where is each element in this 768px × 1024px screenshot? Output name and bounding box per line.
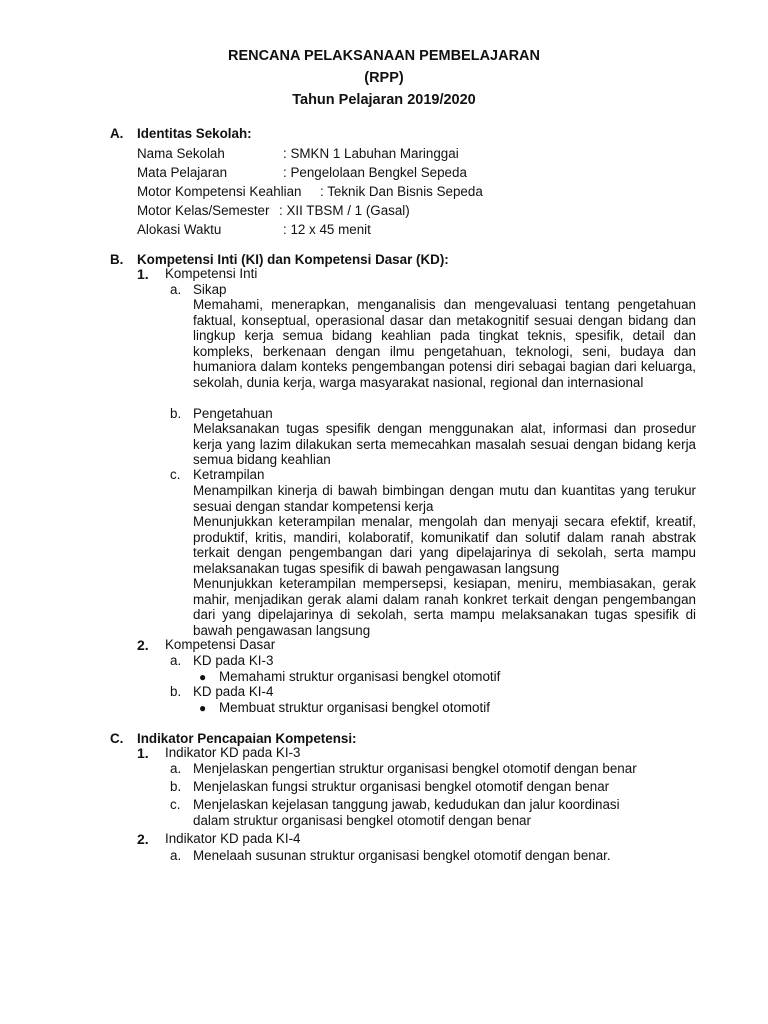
section-c-heading: Indikator Pencapaian Kompetensi: bbox=[137, 731, 357, 746]
list-letter: a. bbox=[170, 848, 182, 863]
sub-label: KD pada KI-3 bbox=[193, 653, 274, 668]
identity-value: : SMKN 1 Labuhan Maringgai bbox=[283, 146, 459, 161]
identity-label: Alokasi Waktu bbox=[137, 222, 222, 237]
indicator-text: Menjelaskan kejelasan tanggung jawab, kedudukan dan jalur koordinasi bbox=[193, 797, 620, 812]
list-letter: a. bbox=[170, 761, 182, 776]
list-letter: b. bbox=[170, 406, 182, 421]
subheading: Indikator KD pada KI-3 bbox=[165, 745, 301, 760]
section-b-letter: B. bbox=[110, 252, 124, 267]
paragraph: Menunjukkan keterampilan menalar, mengolah dan menyaji secara efektif, kreatif, produktif, kritis, mandiri, kolaboratif, komunikatif dan solutif dalam ranah abstrak terkait dengan pengembangan dari yang dipelajarinya di sekolah, serta mampu melaksanakan tugas spesifik di bawah pengawasan langsung bbox=[193, 514, 696, 576]
bullet-text: Membuat struktur organisasi bengkel otomotif bbox=[219, 700, 490, 715]
sub-label: Ketrampilan bbox=[193, 467, 265, 482]
identity-value: : XII TBSM / 1 (Gasal) bbox=[279, 203, 410, 218]
doc-subtitle: (RPP) bbox=[364, 70, 404, 86]
indicator-text: Menjelaskan fungsi struktur organisasi bengkel otomotif dengan benar bbox=[193, 779, 610, 794]
sub-label: Sikap bbox=[193, 282, 227, 297]
list-number: 2. bbox=[137, 831, 149, 847]
section-b-heading: Kompetensi Inti (KI) dan Kompetensi Dasar (KD): bbox=[137, 252, 449, 267]
bullet-text: Memahami struktur organisasi bengkel otomotif bbox=[219, 669, 501, 684]
bullet-icon: ● bbox=[199, 670, 207, 684]
section-a-letter: A. bbox=[110, 126, 124, 141]
list-letter: a. bbox=[170, 282, 182, 297]
list-number: 1. bbox=[137, 745, 149, 761]
list-letter: b. bbox=[170, 779, 182, 794]
paragraph: Menunjukkan keterampilan mempersepsi, kesiapan, meniru, membiasakan, gerak mahir, menjadikan gerak alami dalam ranah konkret terkait dengan pengembangan dari yang dipelajarinya di sekolah, serta mampu melaksanakan tugas spesifik di bawah pengawasan langsung bbox=[193, 576, 696, 638]
sub-label: Pengetahuan bbox=[193, 406, 273, 421]
identity-value: : 12 x 45 menit bbox=[283, 222, 371, 237]
list-number: 2. bbox=[137, 637, 149, 653]
paragraph: Menampilkan kinerja di bawah bimbingan dengan mutu dan kuantitas yang terukur sesuai dengan standar kompetensi kerja bbox=[193, 483, 696, 514]
identity-value: : Teknik Dan Bisnis Sepeda bbox=[320, 184, 483, 199]
section-a-heading: Identitas Sekolah: bbox=[137, 126, 252, 141]
list-letter: b. bbox=[170, 684, 182, 699]
list-letter: a. bbox=[170, 653, 182, 668]
section-c-letter: C. bbox=[110, 731, 124, 746]
identity-label: Motor Kompetensi Keahlian bbox=[137, 184, 302, 199]
paragraph: Memahami, menerapkan, menganalisis dan mengevaluasi tentang pengetahuan faktual, konseptual, operasional dasar dan metakognitif sesuai dengan bidang dan lingkup kerja semua bidang keahlian pada tingkat teknis, spesifik, detail dan kompleks, berkenaan dengan ilmu pengetahuan, teknologi, seni, budaya dan humaniora dalam konteks pengembangan potensi diri sebagai bagian dari keluarga, sekolah, dunia kerja, warga masyarakat nasional, regional dan internasional bbox=[193, 297, 696, 390]
indicator-text: Menelaah susunan struktur organisasi bengkel otomotif dengan benar. bbox=[193, 848, 611, 863]
school-year: Tahun Pelajaran 2019/2020 bbox=[292, 92, 476, 108]
list-number: 1. bbox=[137, 266, 149, 282]
paragraph: Melaksanakan tugas spesifik dengan menggunakan alat, informasi dan prosedur kerja yang lazim dilakukan serta memecahkan masalah sesuai dengan bidang kerja semua bidang keahlian bbox=[193, 421, 696, 467]
identity-value: : Pengelolaan Bengkel Sepeda bbox=[283, 165, 467, 180]
subheading: Kompetensi Dasar bbox=[165, 637, 276, 652]
sub-label: KD pada KI-4 bbox=[193, 684, 274, 699]
identity-label: Motor Kelas/Semester bbox=[137, 203, 270, 218]
bullet-icon: ● bbox=[199, 701, 207, 715]
identity-label: Mata Pelajaran bbox=[137, 165, 228, 180]
list-letter: c. bbox=[170, 797, 181, 812]
list-letter: c. bbox=[170, 467, 181, 482]
subheading: Indikator KD pada KI-4 bbox=[165, 831, 301, 846]
doc-title: RENCANA PELAKSANAAN PEMBELAJARAN bbox=[227, 48, 541, 64]
identity-label: Nama Sekolah bbox=[137, 146, 225, 161]
subheading: Kompetensi Inti bbox=[165, 266, 258, 281]
indicator-text: dalam struktur organisasi bengkel otomotif dengan benar bbox=[193, 813, 531, 828]
indicator-text: Menjelaskan pengertian struktur organisasi bengkel otomotif dengan benar bbox=[193, 761, 637, 776]
